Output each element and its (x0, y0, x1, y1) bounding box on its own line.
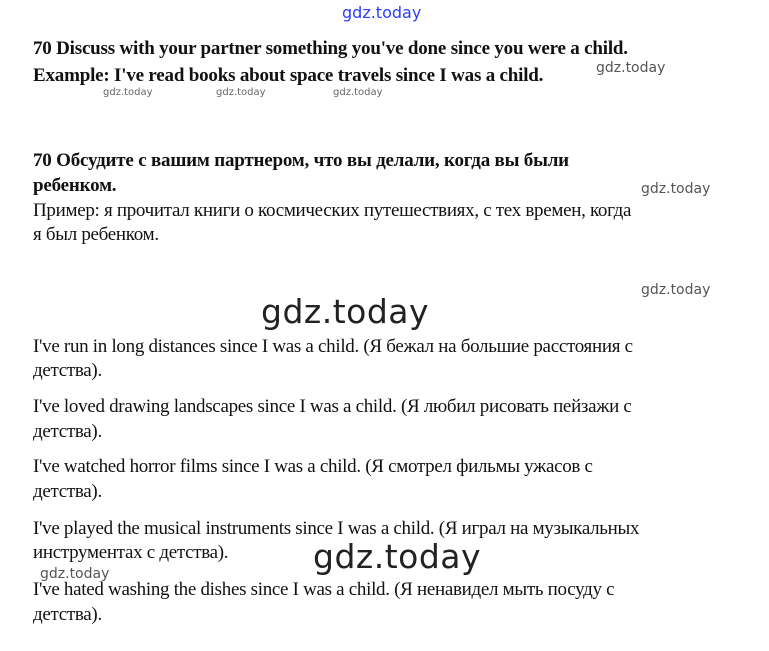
watermark-logo: gdz.today (103, 87, 153, 98)
watermark-logo: gdz.today (40, 566, 110, 582)
watermark-logo: gdz.today (596, 60, 666, 76)
task-heading-ru: 70 Обсудите с вашим партнером, что вы делали, когда вы были (33, 150, 569, 171)
answer-text: I've run in long distances since I was a child. (Я бежал на большие расстояния с (33, 336, 633, 357)
watermark-logo-large: gdz.today (261, 292, 430, 331)
task-heading-en: 70 Discuss with your partner something you've done since you were a child. (33, 38, 628, 59)
task-heading-ru-cont: ребенком. (33, 175, 117, 196)
watermark-logo: gdz.today (641, 181, 711, 197)
watermark-logo: gdz.today (216, 87, 266, 98)
answer-text-cont: детства). (33, 360, 102, 381)
answer-text-cont: детства). (33, 421, 102, 442)
task-example-ru-cont: я был ребенком. (33, 224, 159, 245)
answer-text: I've watched horror films since I was a child. (Я смотрел фильмы ужасов с (33, 456, 593, 477)
watermark-logo: gdz.today (333, 87, 383, 98)
answer-text-cont: детства). (33, 604, 102, 625)
answer-text: I've hated washing the dishes since I was a child. (Я ненавидел мыть посуду с (33, 579, 615, 600)
answer-text: I've played the musical instruments since I was a child. (Я играл на музыкальных (33, 518, 640, 539)
task-example-ru: Пример: я прочитал книги о космических путешествиях, с тех времен, когда (33, 200, 632, 221)
answer-text: I've loved drawing landscapes since I was a child. (Я любил рисовать пейзажи с (33, 396, 632, 417)
answer-text-cont: детства). (33, 481, 102, 502)
watermark-logo-large: gdz.today (313, 537, 482, 576)
task-example-en: Example: I've read books about space travels since I was a child. (33, 65, 544, 86)
watermark-logo: gdz.today (641, 282, 711, 298)
watermark-logo-top: gdz.today (342, 3, 422, 22)
answer-text-cont: инструментах с детства). (33, 542, 229, 563)
